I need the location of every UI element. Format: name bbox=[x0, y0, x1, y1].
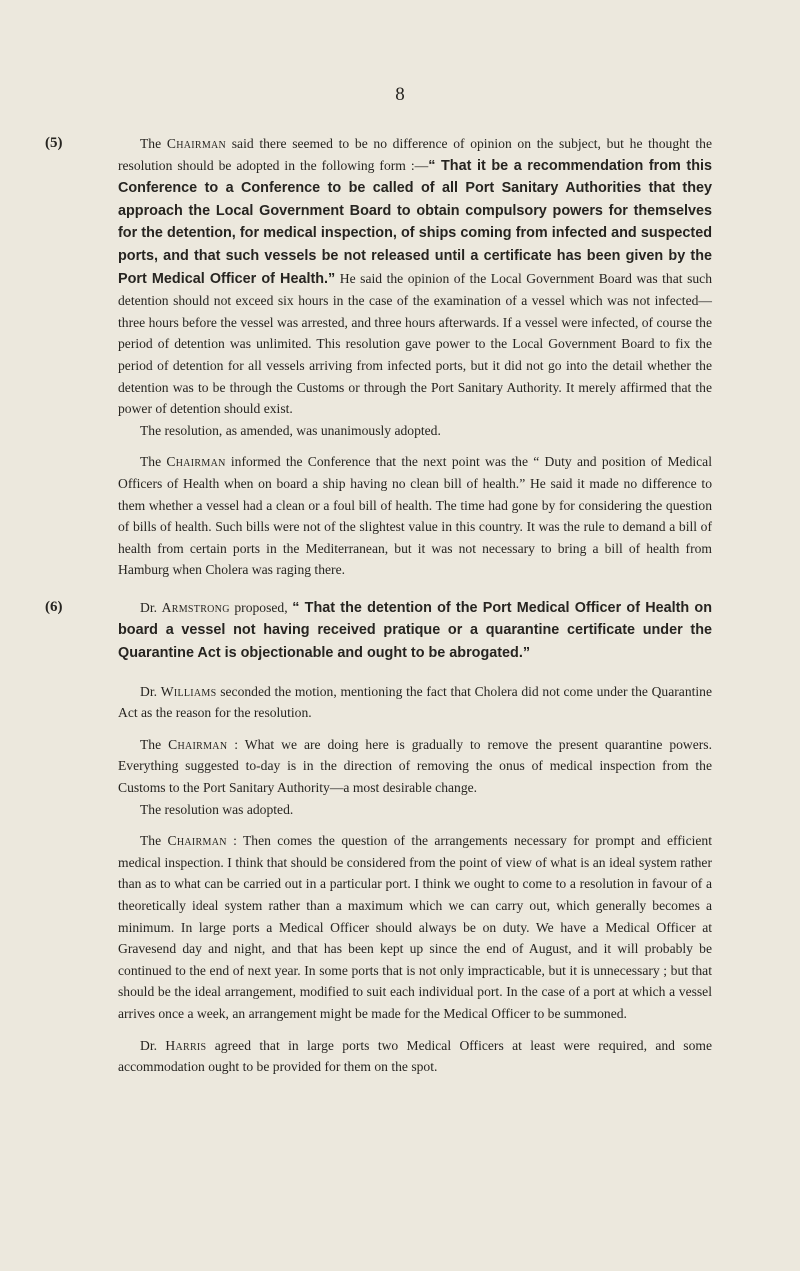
body-text-segment: The resolution was adopted. bbox=[140, 801, 294, 817]
body-text-segment: The resolution, as amended, was unanimously adopted. bbox=[140, 422, 441, 438]
body-text-segment: The bbox=[140, 833, 168, 849]
body-text bbox=[45, 133, 713, 1078]
margin-number: (5) bbox=[45, 135, 63, 151]
body-text-segment: informed the Conference that the next point was the “ Duty and position of Medical Officers of Health when on board a ship having no clean bill of health.” He said it made no difference to them whether a vessel had a clean or a foul bill of health. The time had gone by for considering the question of bills of health. Such bills were not of the slightest value in this country. It was the rule to demand a bill of health from certain ports in the Mediterranean, but it was not necessary to bring a bill of health from Hamburg when Cholera was raging there. bbox=[118, 454, 712, 578]
speaker-name: Chairman bbox=[166, 136, 227, 151]
body-text-segment: The bbox=[140, 454, 167, 470]
body-text-segment: agreed that in large ports two Medical Officers at least were required, and some accommodation ought to be provided for them on the spot. bbox=[118, 1037, 712, 1075]
resolution-text: “ That it be a recommendation from this Conference to a Conference to be called of all Port Sanitary Authorities that they approach the Local Government Board to obtain compulsory powers for themselves for the detention, for medical inspection, of ships coming from infected and suspected ports, and that such vessels be not released until a certificate has been given by the Port Medical Officer of Health.” bbox=[118, 157, 712, 287]
resolution-text: “ That the detention of the Port Medical Officer of Health on board a vessel not having received pratique or a quarantine certificate under the Quarantine Act is objectionable and ought to be abrogated.” bbox=[118, 599, 713, 662]
speaker-name: Williams bbox=[160, 683, 217, 699]
speaker-name: Armstrong bbox=[161, 599, 230, 615]
paragraph-chairman-resolution-5 bbox=[45, 133, 712, 420]
paragraph-chairman-quarantine bbox=[118, 734, 712, 799]
speaker-name: Chairman bbox=[166, 454, 226, 470]
body-text-segment: proposed, bbox=[229, 599, 293, 615]
body-text-segment: Dr. bbox=[140, 1037, 166, 1053]
paragraph-chairman-inspection bbox=[118, 830, 712, 1024]
paragraph-armstrong-proposal-6 bbox=[45, 597, 713, 665]
paragraph-chairman-bill-of-health bbox=[118, 451, 712, 581]
margin-number: (6) bbox=[45, 598, 63, 615]
paragraph-resolution-adopted bbox=[118, 420, 712, 442]
speaker-name: Chairman bbox=[167, 833, 227, 849]
body-text-segment: Dr. bbox=[140, 683, 161, 699]
body-text-segment: said there seemed to be no difference of opinion on the subject, but he thought the resolution should be adopted in the following form :— bbox=[118, 136, 712, 173]
paragraph-harris-agreed bbox=[118, 1035, 712, 1078]
body-text-segment: : Then comes the question of the arrangements necessary for prompt and efficient medical inspection. I think that should be considered from the point of view of what is an ideal system rather than as to what can be carried out in a particular port. I think we ought to come to a resolution in favour of a theoretically ideal system rather than a maximum which we can carry out, which generally becomes a minimum. In large ports a Medical Officer should always be on duty. We have a Medical Officer at Gravesend day and night, and that has been kept up since the end of August, and it will probably be continued to the end of next year. In some ports that is not only impracticable, but it is unnecessary ; but that should be the ideal arrangement, modified to suit each individual port. In the case of a port at which a vessel arrives once a week, an arrangement might be made for the Medical Officer to be summoned. bbox=[118, 833, 712, 1021]
paragraph-resolution-adopted-2 bbox=[118, 799, 712, 821]
body-text-segment: He said the opinion of the Local Government Board was that such detention should not exceed six hours in the case of the examination of a vessel which was not infected—three hours before the vessel was arrested, and three hours afterwards. If a vessel were infected, of course the period of detention was unlimited. This resolution gave power to the Local Government Board to fix the period of detention for all vessels arriving from infected ports, but it did not go into the detail whether the detention was to be through the Customs or through the Port Sanitary Authority. It merely affirmed that the power of detention should exist. bbox=[118, 270, 712, 417]
page-number: 8 bbox=[395, 84, 405, 105]
body-text-segment: The bbox=[140, 136, 167, 151]
paragraph-williams-seconded bbox=[118, 681, 712, 724]
body-text-segment: The bbox=[140, 736, 169, 752]
body-text-segment: Dr. bbox=[140, 599, 162, 615]
body-text-segment: seconded the motion, mentioning the fact that Cholera did not come under the Quarantine Act as the reason for the resolution. bbox=[118, 683, 712, 721]
speaker-name: Chairman bbox=[168, 736, 228, 752]
speaker-name: Harris bbox=[165, 1037, 207, 1053]
body-text-segment: : What we are doing here is gradually to remove the present quarantine powers. Everything suggested to-day is in the direction of removing the onus of medical inspection from the Customs to the Port Sanitary Authority—a most desirable change. bbox=[118, 736, 712, 796]
